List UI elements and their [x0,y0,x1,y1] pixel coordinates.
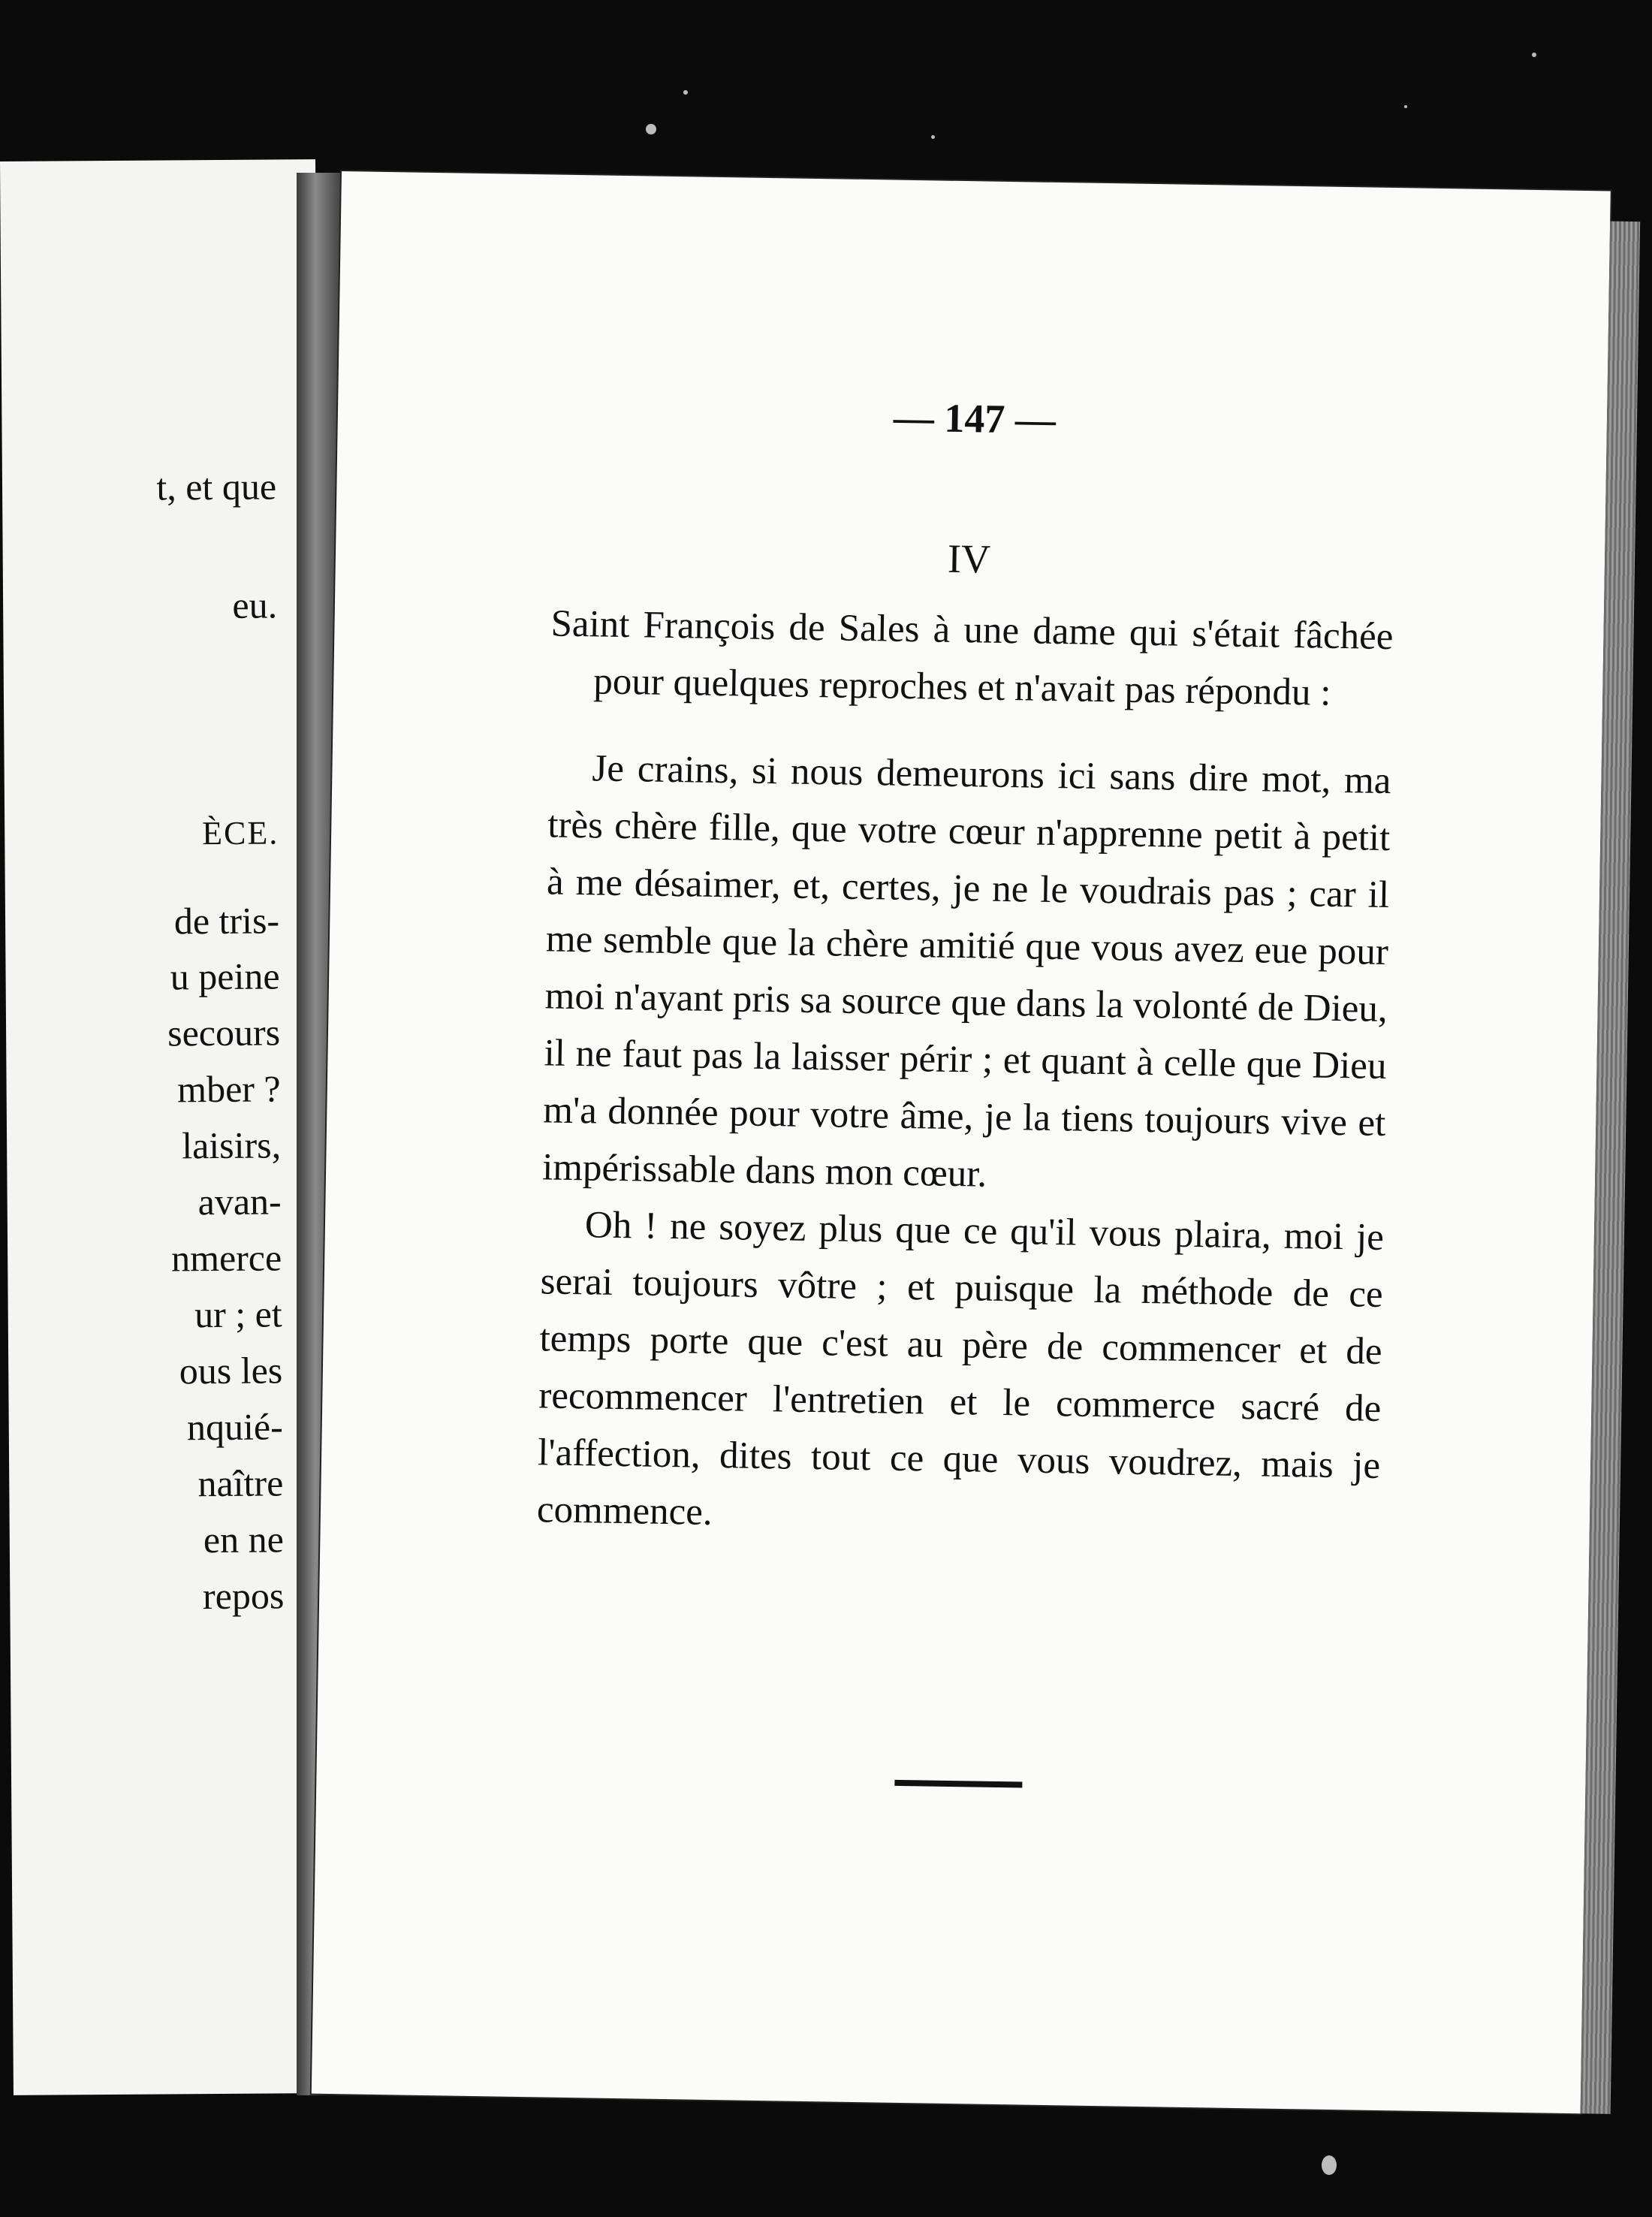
letter-paragraph: Oh ! ne soyez plus que ce qu'il vous plaira, moi je serai toujours vôtre ; et puisque la méthode de ce temps porte que c'est au père de commencer et de recommencer l'entretien et le commerce sacré de l'affection, dites tout ce que vous voudrez, mais je commence. [536,1204,1385,1534]
left-page-line: repos [202,1574,285,1618]
left-page-line: t, et que [156,465,277,508]
left-page-line: de tris- [173,899,280,943]
left-page-line: secours [167,1011,281,1054]
dust-speck [1322,2155,1337,2175]
letter-intro: Saint François de Sales à une dame qui s'était fâchée pour quelques reproches et n'avait pas répondu : [550,602,1394,714]
section-number: IV [947,535,991,582]
left-page-line: avan- [197,1180,282,1223]
left-page-line: u peine [170,955,280,998]
dust-speck [683,90,688,95]
letter-paragraph: Je crains, si nous demeurons ici sans dire mot, ma très chère fille, que votre cœur n'apprenne petit à petit à me désaimer, et, certes, je ne le voudrais pas ; car il me semble que la chère amitié que vous avez eue pour moi n'ayant pris sa source que dans la volonté de Dieu, il ne faut pas la laisser périr ; et quant à celle que Dieu m'a donnée pour votre âme, je la tiens toujours vive et impérissable dans mon cœur. [541,747,1391,1196]
closing-rule [894,1780,1022,1788]
left-page-line: ous les [179,1349,283,1392]
left-page-line: ur ; et [194,1292,282,1336]
left-page-line: laisirs, [182,1124,282,1167]
dust-speck [931,135,935,139]
left-page-line: nmerce [170,1236,282,1280]
left-page-line: naître [197,1461,284,1505]
page-number: — 147 — [893,394,1057,442]
left-page-line: nquié- [186,1405,283,1449]
dust-speck [1532,53,1536,57]
left-page-line: eu. [232,584,278,626]
left-page-line: en ne [203,1518,285,1561]
dust-speck [646,124,656,134]
letter-text [536,595,1394,1551]
left-page [0,159,329,2095]
page-edge [1581,222,1641,2114]
right-page [312,171,1611,2113]
dust-speck [1404,105,1407,108]
left-page-line: mber ? [176,1067,281,1111]
left-page-heading: ÈCE. [201,814,279,852]
